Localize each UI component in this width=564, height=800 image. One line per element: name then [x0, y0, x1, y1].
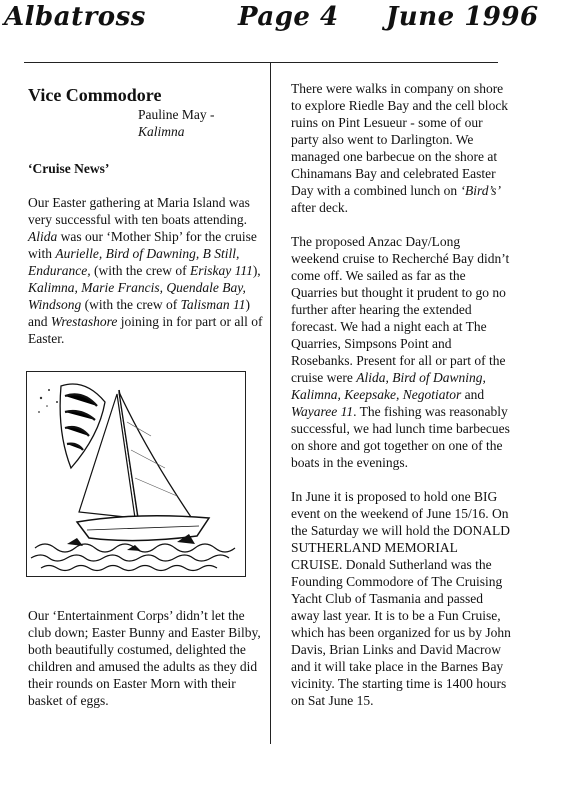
newsletter-name: Albatross	[4, 2, 146, 32]
paragraph	[291, 80, 511, 216]
left-column	[28, 84, 264, 347]
section-heading: Vice Commodore	[28, 85, 162, 105]
boat-name: Wrestashore	[50, 314, 118, 329]
boat-name: ‘Bird’s’	[460, 183, 501, 198]
text-run: . The fishing was reasonably successful, we had lunch time barbecues on shore and got together on one of the boats in the evenings.	[291, 404, 510, 470]
sailing-yacht-illustration	[26, 371, 246, 577]
boat-name: Alida	[28, 229, 58, 244]
subheading: ‘Cruise News’	[28, 161, 110, 176]
column-divider	[270, 62, 271, 744]
text-run: Our Easter gathering at Maria Island was very successful with ten boats attending.	[28, 195, 250, 227]
text-run: ) and	[28, 297, 251, 329]
paragraph	[291, 233, 511, 471]
boat-name: Aurielle, Bird of Dawning, B Still, Endurance,	[28, 246, 240, 278]
author-name: Pauline May -	[138, 107, 215, 122]
sailboat-icon	[27, 372, 245, 576]
paragraph: In June it is proposed to hold one BIG event on the weekend of June 15/16. On the Saturday we will hold the DONALD SUTHERLAND MEMORIAL CRUISE. Donald Sutherland was the Founding Commodore of The Cruising Yacht Club of Tasmania and passed away last year. It is to be a Fun Cruise, which has been organized for us by John Davis, Brian Links and David Macrow and it will take place in the Barnes Bay vicinity. The starting time is 1400 hours on Sat June 15.	[291, 489, 511, 708]
text-run: joining in for part or all of Easter.	[28, 314, 263, 346]
header-rule	[24, 62, 498, 63]
paragraph: Our ‘Entertainment Corps’ didn’t let the club down; Easter Bunny and Easter Bilby, both beautifully costumed, delighted the children and amused the adults as they did their rounds on Easter Morn with their basket of eggs.	[28, 607, 261, 708]
text-run: The proposed Anzac Day/Long weekend cruise to Recherché Bay didn’t come off. We sailed as far as the Quarries but thought it prudent to go no further after hearing the extended forecast. We had a night each at The Quarries, Simpsons Point and Rosebanks. Present for all or part of the cruise were	[291, 234, 510, 385]
boat-name: Alida, Bird of Dawning, Kalimna, Keepsake, Negotiator	[291, 370, 486, 402]
text-run: (with the crew of	[81, 297, 181, 312]
page-number: Page 4	[238, 2, 339, 32]
issue-date: June 1996	[386, 2, 539, 32]
text-run: after deck.	[291, 200, 348, 215]
text-run: was our ‘Mother Ship’ for the cruise with	[28, 229, 257, 261]
boat-name: Eriskay 111	[189, 263, 253, 278]
paragraph	[28, 194, 264, 347]
author-boat: Kalimna	[138, 124, 185, 139]
boat-name: Wayaree 11	[291, 404, 354, 419]
text-run: ),	[252, 263, 261, 278]
right-column	[291, 80, 511, 709]
author-line	[138, 106, 264, 140]
boat-name: Kalimna, Marie Francis, Quendale Bay, Windsong	[28, 280, 246, 312]
text-run: There were walks in company on shore to explore Riedle Bay and the cell block ruins on Pint Lesueur - some of our party also went to Darlington. We managed one barbecue on the shore at Chinamans Bay and celebrated Easter Day with a combined lunch on	[291, 81, 509, 198]
text-run: and	[461, 387, 485, 402]
text-run: (with the crew of	[90, 263, 190, 278]
boat-name: Talisman 11	[180, 297, 246, 312]
